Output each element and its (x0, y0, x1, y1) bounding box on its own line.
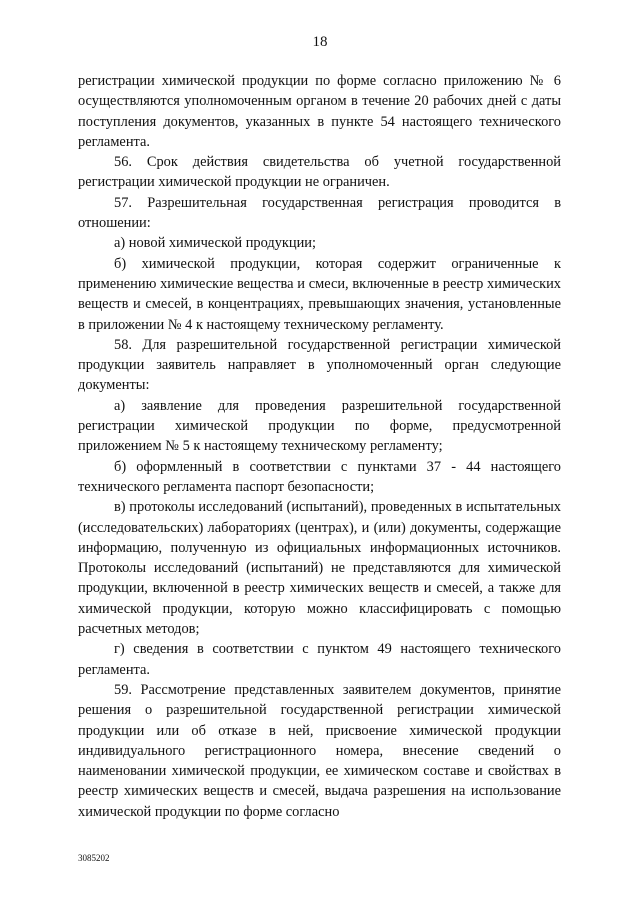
paragraph-58-g: г) сведения в соответствии с пунктом 49 настоящего технического регламента. (78, 641, 561, 678)
page-number: 18 (312, 34, 328, 50)
document-code: 3085202 (78, 853, 110, 863)
paragraph-58: 58. Для разрешительной государственной регистрации химической продукции заявитель направляет в уполномоченный орган следующие документы: (78, 336, 561, 394)
paragraph-58-b: б) оформленный в соответствии с пунктами 37 - 44 настоящего технического регламента паспорт безопасности; (78, 458, 561, 495)
paragraph-59: 59. Рассмотрение представленных заявителем документов, принятие решения о разрешительной государственной регистрации химической продукции или об отказе в ней, присвоение химической продукции индивидуального регистрационного номера, внесение сведений о наименовании химической продукции, ее химическом составе и свойствах в реестр химических веществ и смесей, выдача разрешения на использование химической продукции по форме согласно (78, 681, 561, 820)
paragraph-57: 57. Разрешительная государственная регистрация проводится в отношении: (78, 194, 561, 232)
paragraph-56: 56. Срок действия свидетельства об учетной государственной регистрации химической продукции не ограничен. (78, 154, 561, 191)
paragraph-58-v: в) протоколы исследований (испытаний), проведенных в испытательных (исследовательских) лабораториях (центрах), и (или) документы, содержащие информацию, полученную из официальных информационных источников. Протоколы исследований (испытаний) не представляются для химической продукции, включенной в реестр химических веществ и смесей, а также для химической продукции, которую можно классифицировать с помощью расчетных методов; (78, 499, 561, 638)
paragraph-58-a: а) заявление для проведения разрешительной государственной регистрации химической продукции по форме, предусмотренной приложением № 5 к настоящему техническому регламенту; (78, 397, 561, 455)
paragraph-continuation: регистрации химической продукции по форме согласно приложению № 6 осуществляются уполномоченным органом в течение 20 рабочих дней с даты поступления документов, указанных в пункте 54 настоящего технического регламента. (78, 73, 561, 150)
paragraph-57-a: а) новой химической продукции; (114, 235, 316, 252)
paragraph-57-b: б) химической продукции, которая содержит ограниченные к применению химические вещества и смеси, включенные в реестр химических веществ и смесей, в концентрациях, превышающих значения, установленные в приложении № 4 к настоящему техническому регламенту. (78, 255, 561, 333)
body-text (78, 71, 561, 822)
